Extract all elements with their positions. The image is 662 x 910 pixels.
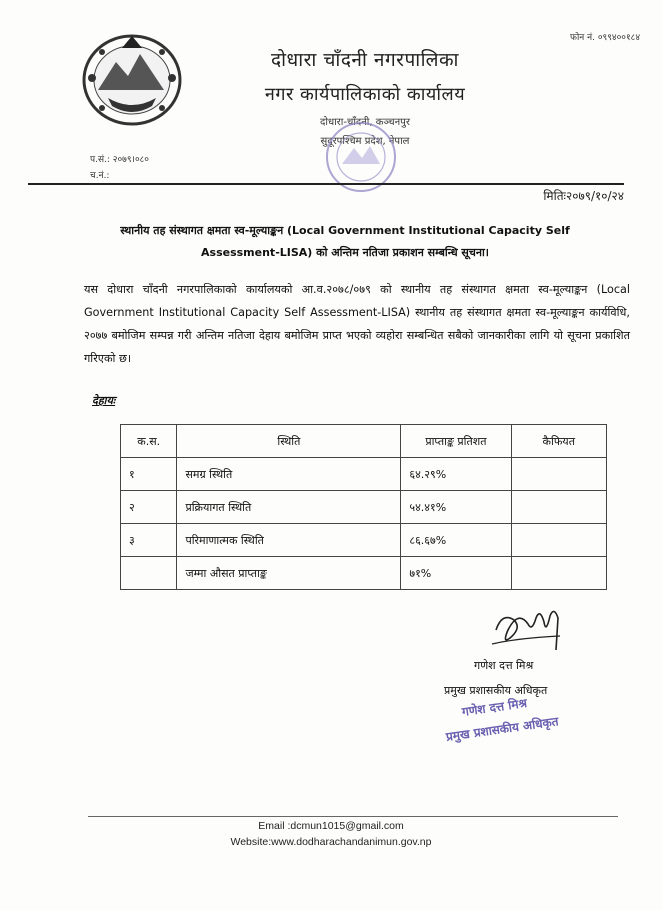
row-percent: ८६.६७% (401, 524, 511, 557)
seal-title: प्रमुख प्रशासकीय अधिकृत (445, 714, 560, 744)
row-remarks (511, 524, 607, 557)
organization-office: नगर कार्यपालिकाको कार्यालय (264, 84, 466, 105)
document-date: मितिः२०७९/१०/२४ (543, 189, 624, 203)
address-line-2: सुदूरपश्चिम प्रदेश, नेपाल (320, 136, 410, 147)
header-status: स्थिति (177, 425, 401, 458)
handwritten-signature-icon (488, 600, 568, 655)
as-follows-label: देहायः (92, 394, 116, 407)
row-status: समग्र स्थिति (177, 458, 401, 491)
header-serial: क.स. (121, 425, 177, 458)
address-line-1: दोधारा-चाँदनी, कञ्चनपुर (320, 117, 410, 128)
row-percent: ७१% (401, 557, 511, 590)
footer-website: Website:www.dodharachandanimun.gov.np (230, 836, 432, 848)
row-percent: ६४.२९% (401, 458, 511, 491)
notice-body: यस दोधारा चाँदनी नगरपालिकाको कार्यालयको आ.व.२०७८/०७९ को स्थानीय तह संस्थागत क्षमता स्व-मूल्याङ्कन (Local Government Institutional Capacity Self Assessment-LISA) स्थानीय तह संस्थागत क्षमता स्व-मूल्याङ्कन कार्यविधि, २०७७ बमोजिम सम्पन्न गरी अन्तिम नतिजा देहाय बमोजिम प्राप्त भएको व्यहोरा सम्बन्धित सबैको जानकारीका लागि यो सूचना प्रकाशित गरिएको छ। (84, 283, 630, 365)
signer-title: प्रमुख प्रशासकीय अधिकृत (444, 684, 548, 697)
reference-number: प.सं.: २०७९।०८० (90, 155, 149, 165)
footer-email: Email :dcmun1015@gmail.com (258, 820, 404, 832)
row-status: जम्मा औसत प्राप्ताङ्क (177, 557, 401, 590)
table-row (121, 524, 607, 557)
organization-name: दोधारा चाँदनी नगरपालिका (271, 49, 459, 71)
results-table (120, 424, 607, 590)
footer-divider (88, 816, 618, 817)
row-percent: ५४.४१% (401, 491, 511, 524)
nepal-emblem-icon (78, 28, 186, 128)
row-remarks (511, 491, 607, 524)
phone-number: फोन नं. ०९९४००१८४ (570, 33, 640, 43)
row-remarks (511, 458, 607, 491)
seal-name: गणेश दत्त मिश्र (461, 695, 528, 719)
table-header-row (121, 425, 607, 458)
header-remarks: कैफियत (511, 425, 607, 458)
table-row (121, 557, 607, 590)
row-serial: १ (121, 458, 177, 491)
row-remarks (511, 557, 607, 590)
table-row (121, 491, 607, 524)
row-serial (121, 557, 177, 590)
dispatch-number: च.नं.: (90, 171, 110, 181)
header-divider (28, 183, 624, 185)
header-percent: प्राप्ताङ्क प्रतिशत (401, 425, 511, 458)
row-status: प्रक्रियागत स्थिति (177, 491, 401, 524)
row-status: परिमाणात्मक स्थिति (177, 524, 401, 557)
row-serial: ३ (121, 524, 177, 557)
table-row (121, 458, 607, 491)
signer-name: गणेश दत्त मिश्र (474, 659, 534, 672)
row-serial: २ (121, 491, 177, 524)
notice-subject: स्थानीय तह संस्थागत क्षमता स्व-मूल्याङ्कन (Local Government Institutional Capacity Self Assessment-LISA) को अन्तिम नतिजा प्रकाशन सम्बन्धि सूचना। (120, 224, 570, 259)
